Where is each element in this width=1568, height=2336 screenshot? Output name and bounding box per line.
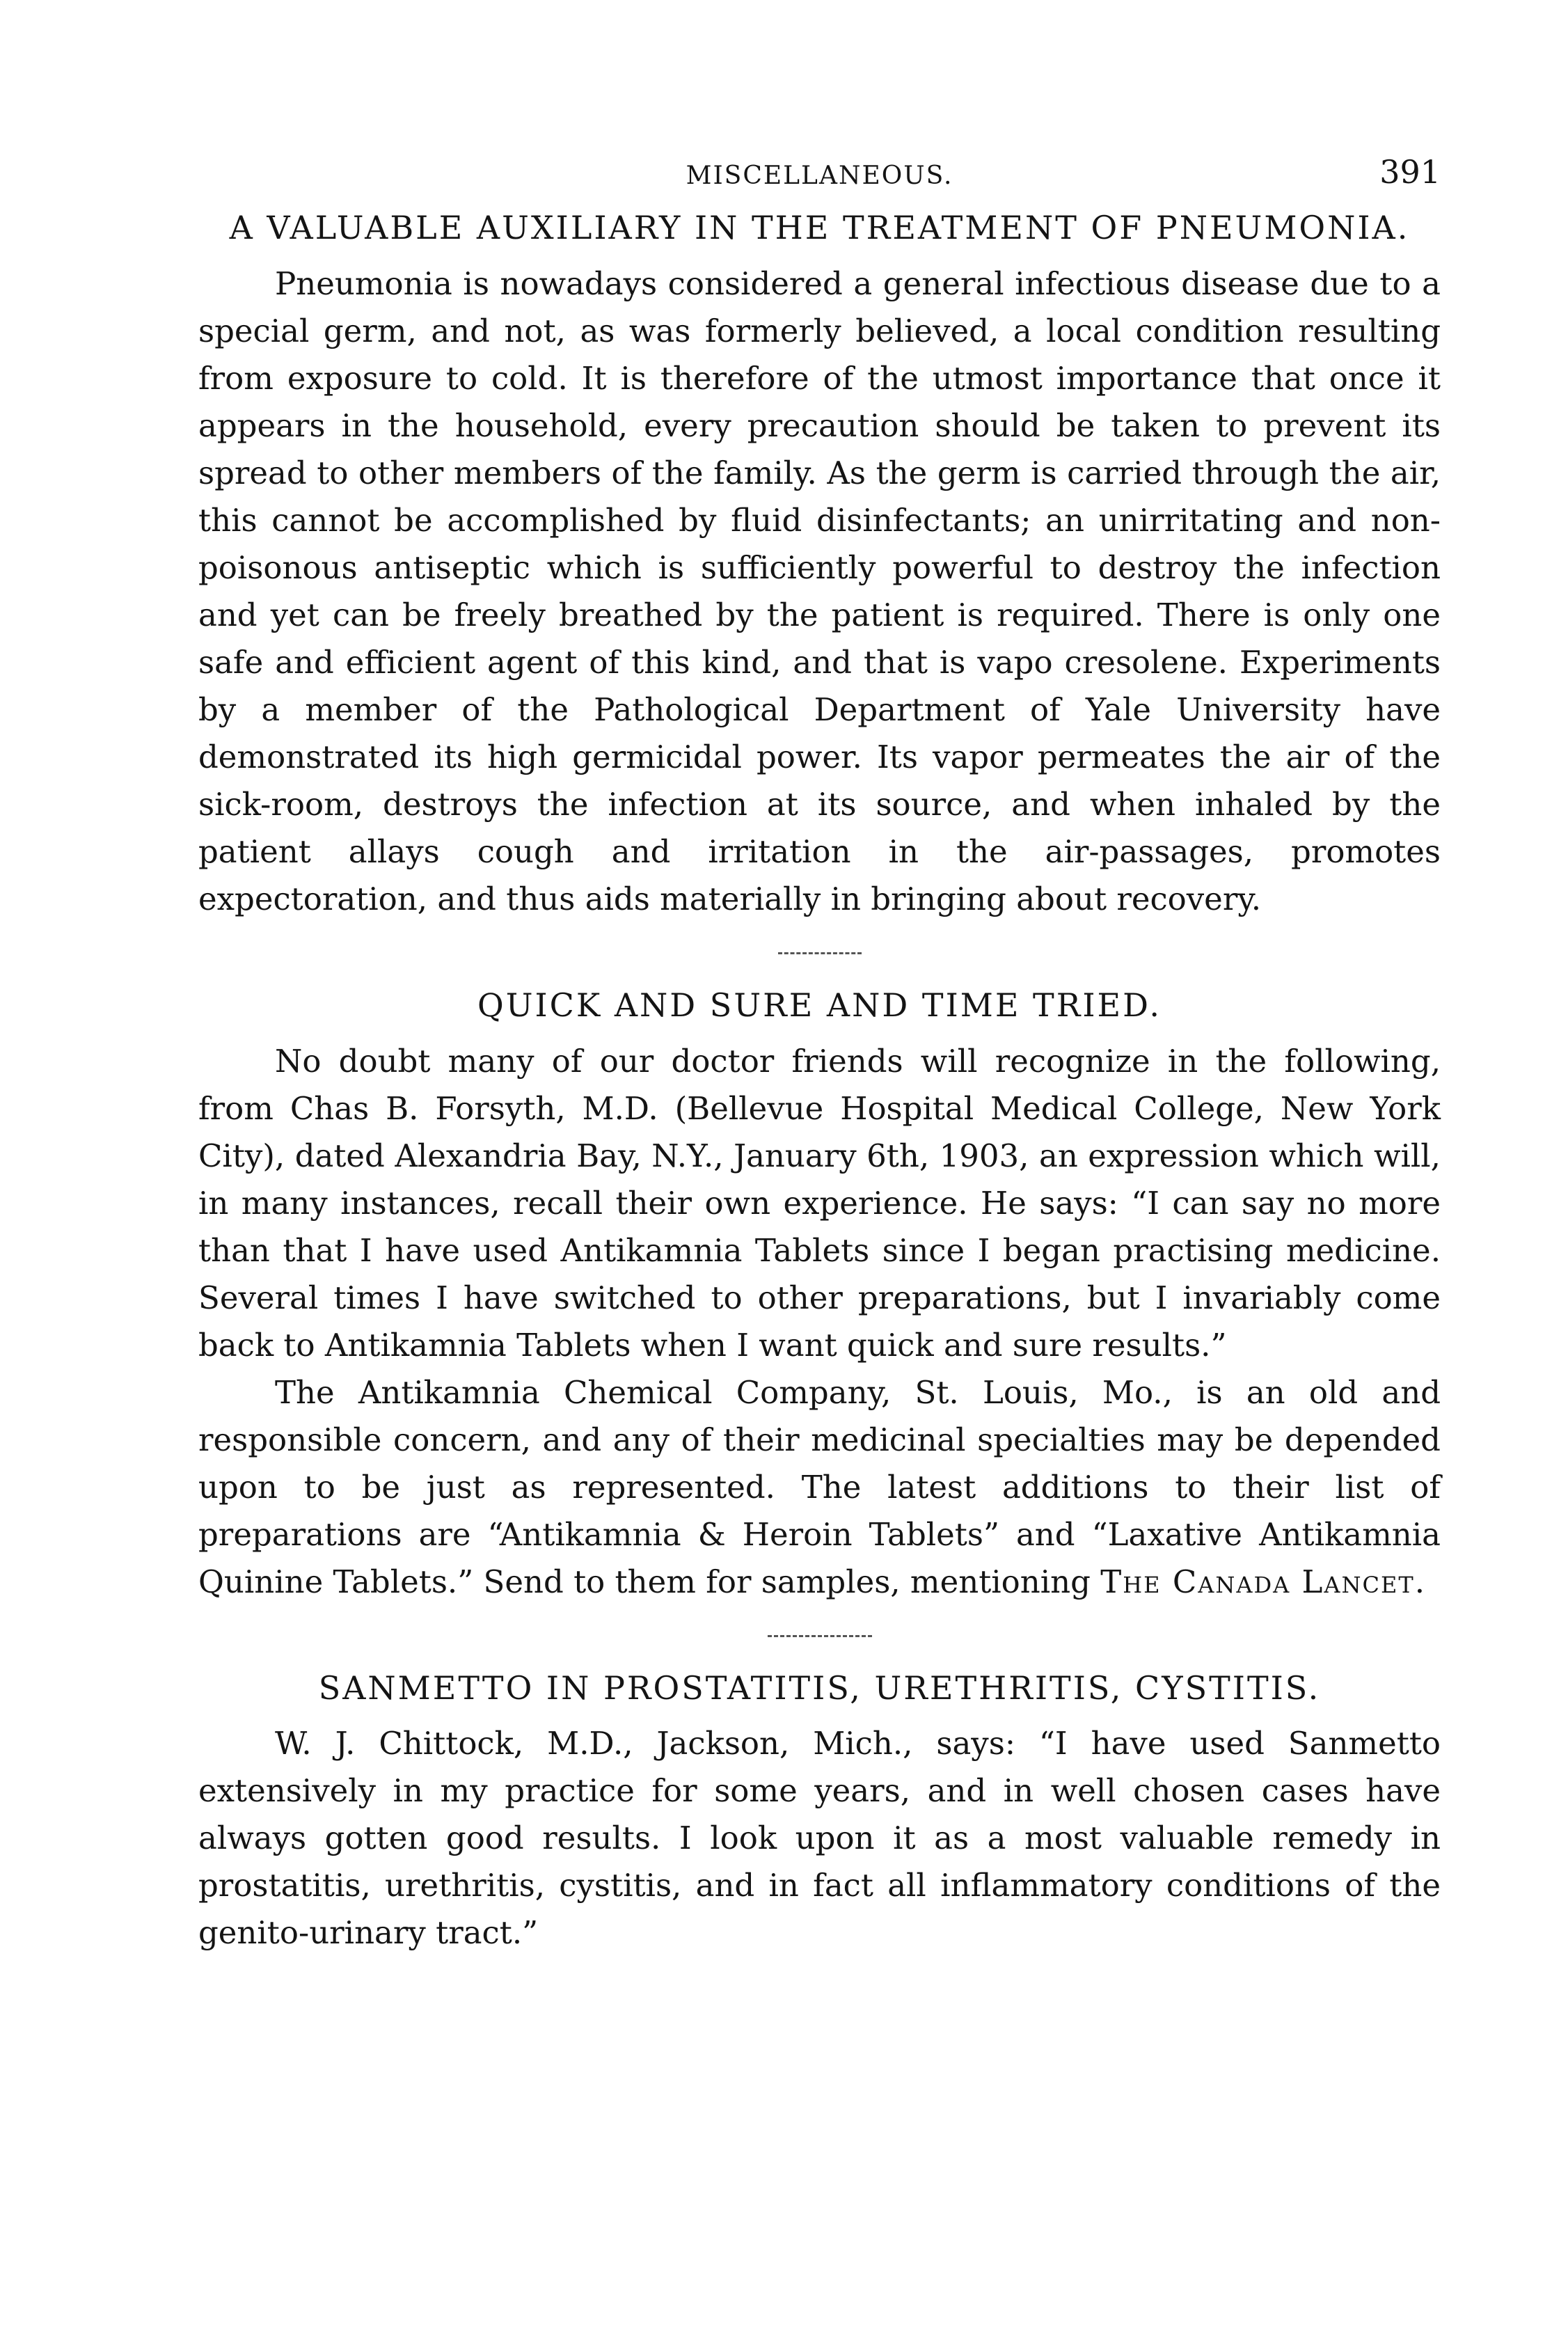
article-title: QUICK AND SURE AND TIME TRIED. — [477, 986, 1162, 1024]
running-header — [198, 146, 1441, 195]
article-paragraph: W. J. Chittock, M.D., Jackson, Mich., says: “I have used Sanmetto extensively in my practice for some years, and in well chosen cases have always gotten good results. I look upon it as a most valuable remedy in prostatitis, urethritis, cystitis, and in fact all inflammatory conditions of the genito-urinary tract.” — [198, 1725, 1441, 1952]
page-number: 391 — [1379, 153, 1441, 191]
section-divider — [768, 1635, 872, 1637]
article-paragraph: No doubt many of our doctor friends will recognize in the following, from Chas B. Forsyth, M.D. (Bellevue Hospital Medical College, New York City), dated Alexandria Bay, N.Y., January 6th, 1903, an expression which will, in many instances, recall their own experience. He says: “I can say no more than that I have used Antikamnia Tablets since I began practising medicine. Several times I have switched to other preparations, but I invariably come back to Antikamnia Tablets when I want quick and sure results.” — [198, 1042, 1441, 1364]
journal-name: The Canada Lancet. — [1100, 1563, 1427, 1600]
article-pneumonia — [198, 207, 1441, 923]
article-title: SANMETTO IN PROSTATITIS, URETHRITIS, CYSTITIS. — [318, 1668, 1321, 1707]
article-sanmetto — [198, 1668, 1441, 1957]
article-title: A VALUABLE AUXILIARY IN THE TREATMENT OF PNEUMONIA. — [229, 209, 1410, 246]
section-divider — [778, 952, 862, 954]
article-antikamnia — [198, 985, 1441, 1606]
running-title: MISCELLANEOUS. — [686, 161, 953, 190]
document-page — [198, 146, 1441, 1957]
article-paragraph: Pneumonia is nowadays considered a general infectious disease due to a special germ, and not, as was formerly believed, a local condition resulting from exposure to cold. It is therefore of the utmost importance that once it appears in the household, every precaution should be taken to prevent its spread to other members of the family. As the germ is carried through the air, this cannot be accomplished by fluid disinfectants; an unirritating and non-poisonous antiseptic which is sufficiently powerful to destroy the infection and yet can be freely breathed by the patient is required. There is only one safe and efficient agent of this kind, and that is vapo cresolene. Experiments by a member of the Pathological Department of Yale University have demonstrated its high germicidal power. Its vapor permeates the air of the sick-room, destroys the infection at its source, and when inhaled by the patient allays cough and irritation in the air-passages, promotes expectoration, and thus aids materially in bringing about recovery. — [198, 265, 1441, 917]
paragraph-text: The Antikamnia Chemical Company, St. Louis, Mo., is an old and responsible concern, and any of their medicinal specialties may be depended upon to be just as represented. The latest additions to their list of preparations are “Antikamnia & Heroin Tablets” and “Laxative Antikamnia Quinine Tablets.” Send to them for samples, mentioning — [198, 1373, 1441, 1600]
article-paragraph — [198, 1369, 1441, 1606]
